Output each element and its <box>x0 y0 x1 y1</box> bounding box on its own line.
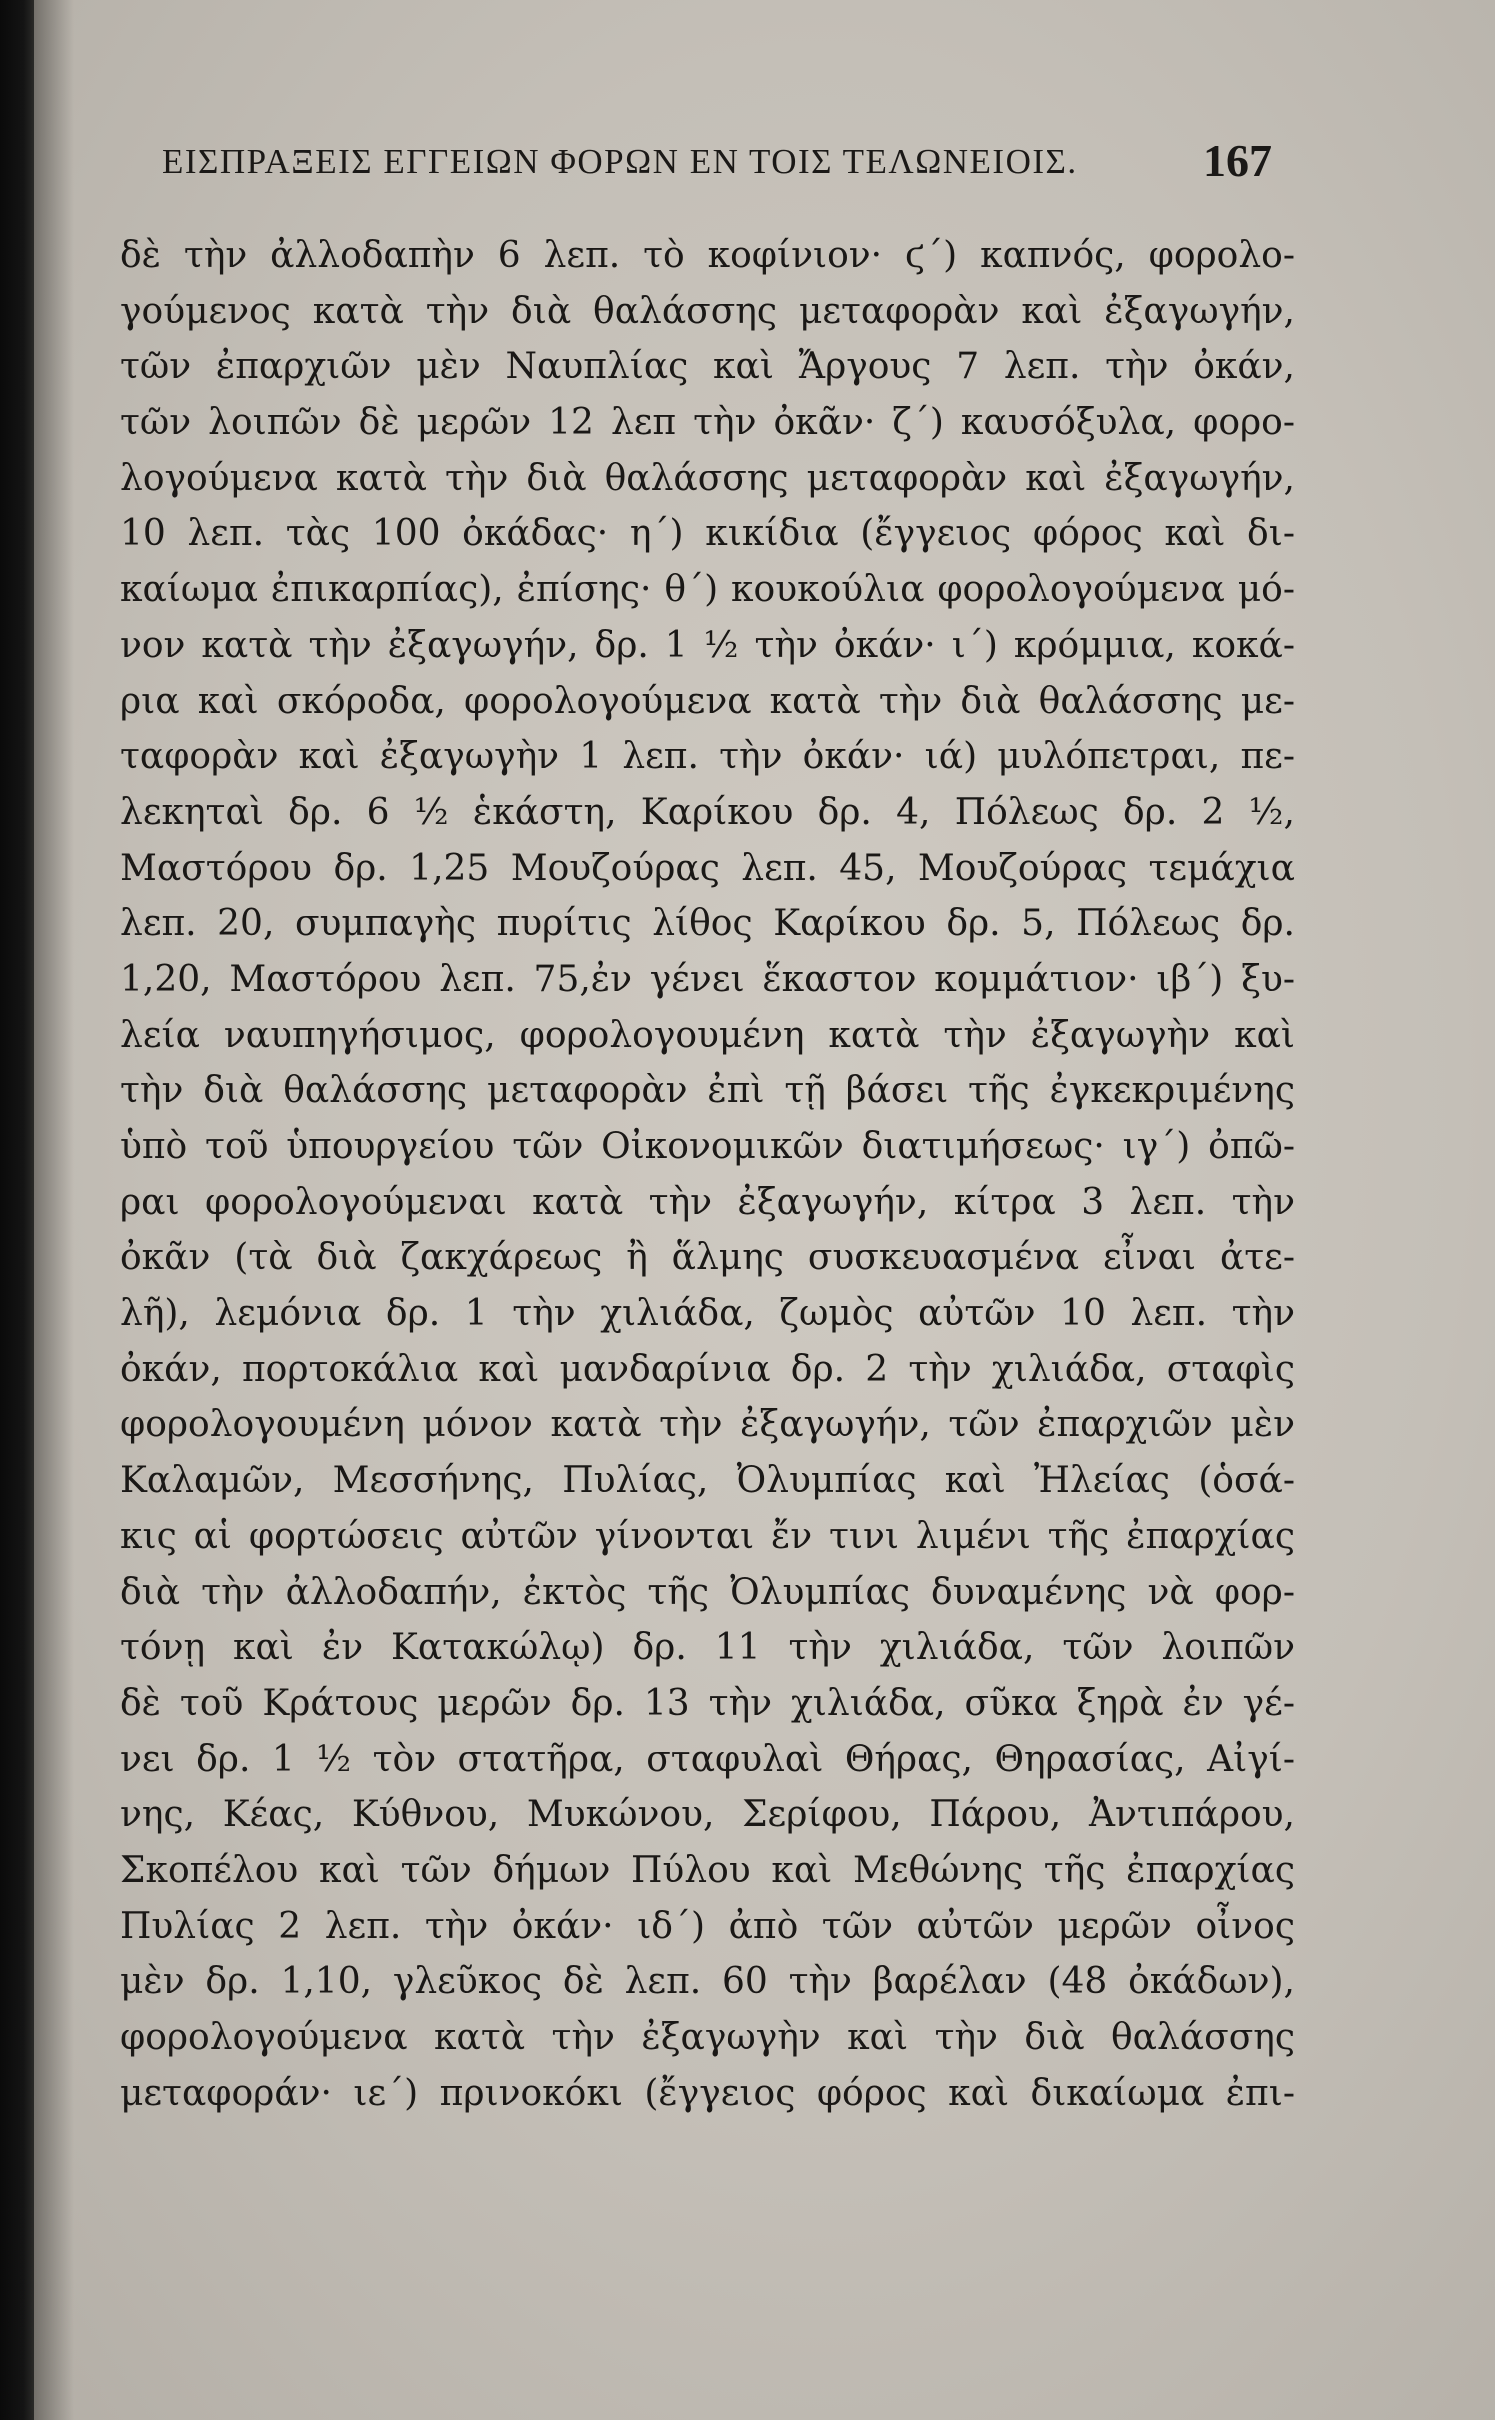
text-line: μὲν δρ. 1,10, γλεῦκος δὲ λεπ. 60 τὴν βαρέλαν (48 ὀκάδων), <box>120 1961 1295 2003</box>
text-line: ὑπὸ τοῦ ὑπουργείου τῶν Οἰκονομικῶν διατιμήσεως· ιγ΄) ὀπῶ- <box>120 1126 1295 1167</box>
running-head: ΕΙΣΠΡΑΞΕΙΣ ΕΓΓΕΙΩΝ ΦΟΡΩΝ ΕΝ ΤΟΙΣ ΤΕΛΩΝΕΙΟΙΣ. <box>162 142 1078 181</box>
text-line: δὲ τοῦ Κράτους μερῶν δρ. 13 τὴν χιλιάδα, σῦκα ξηρὰ ἐν γέ- <box>120 1682 1295 1724</box>
text-line: ὀκάν, πορτοκάλια καὶ μανδαρίνια δρ. 2 τὴν χιλιάδα, σταφὶς <box>120 1348 1295 1390</box>
text-line: ρια καὶ σκόροδα, φορολογούμενα κατὰ τὴν διὰ θαλάσσης με- <box>120 680 1295 722</box>
text-line: τὴν διὰ θαλάσσης μεταφορὰν ἐπὶ τῇ βάσει τῆς ἐγκεκριμένης <box>120 1070 1295 1112</box>
text-line: ὀκᾶν (τὰ διὰ ζακχάρεως ἢ ἅλμης συσκευασμένα εἶναι ἀτε- <box>120 1237 1295 1279</box>
text-line: ταφορὰν καὶ ἐξαγωγὴν 1 λεπ. τὴν ὀκάν· ιά) μυλόπετραι, πε- <box>120 736 1295 778</box>
text-line: μεταφοράν· ιε΄) πρινοκόκι (ἔγγειος φόρος καὶ δικαίωμα ἐπι- <box>120 2072 1295 2114</box>
text-line: ραι φορολογούμεναι κατὰ τὴν ἐξαγωγήν, κίτρα 3 λεπ. τὴν <box>120 1181 1295 1223</box>
book-binding-edge <box>0 0 34 2420</box>
text-line: Σκοπέλου καὶ τῶν δήμων Πύλου καὶ Μεθώνης τῆς ἐπαρχίας <box>120 1849 1295 1891</box>
text-line: φορολογουμένη μόνον κατὰ τὴν ἐξαγωγήν, τῶν ἐπαρχιῶν μὲν <box>120 1404 1295 1446</box>
text-line: λῆ), λεμόνια δρ. 1 τὴν χιλιάδα, ζωμὸς αὐτῶν 10 λεπ. τὴν <box>120 1293 1295 1335</box>
page-header <box>162 128 1272 188</box>
text-line: Καλαμῶν, Μεσσήνης, Πυλίας, Ὀλυμπίας καὶ Ἠλείας (ὁσά- <box>120 1460 1295 1502</box>
text-line: λεκηταὶ δρ. 6 ½ ἑκάστη, Καρίκου δρ. 4, Πόλεως δρ. 2 ½, <box>120 791 1295 833</box>
text-line: νης, Κέας, Κύθνου, Μυκώνου, Σερίφου, Πάρου, Ἀντιπάρου, <box>120 1794 1295 1836</box>
body-text <box>120 228 1295 2121</box>
text-line: νον κατὰ τὴν ἐξαγωγήν, δρ. 1 ½ τὴν ὀκάν· ι΄) κρόμμια, κοκά- <box>120 624 1295 666</box>
text-line: λεία ναυπηγήσιμος, φορολογουμένη κατὰ τὴν ἐξαγωγὴν καὶ <box>120 1014 1295 1056</box>
text-line: 1,20, Μαστόρου λεπ. 75,ἐν γένει ἕκαστον κομμάτιον· ιβ΄) ξυ- <box>120 958 1295 1000</box>
text-line: φορολογούμενα κατὰ τὴν ἐξαγωγὴν καὶ τὴν διὰ θαλάσσης <box>120 2017 1295 2058</box>
text-line: κις αἱ φορτώσεις αὐτῶν γίνονται ἔν τινι λιμένι τῆς ἐπαρχίας <box>120 1515 1295 1557</box>
text-line: δὲ τὴν ἀλλοδαπὴν 6 λεπ. τὸ κοφίνιον· ϛ΄) καπνός, φορολο- <box>120 235 1295 276</box>
text-line: τῶν λοιπῶν δὲ μερῶν 12 λεπ τὴν ὀκᾶν· ζ΄) καυσόξυλα, φορο- <box>120 402 1295 444</box>
text-line: 10 λεπ. τὰς 100 ὀκάδας· η΄) κικίδια (ἔγγειος φόρος καὶ δι- <box>120 513 1295 555</box>
text-line: Πυλίας 2 λεπ. τὴν ὀκάν· ιδ΄) ἀπὸ τῶν αὐτῶν μερῶν οἶνος <box>120 1905 1295 1947</box>
text-line: γούμενος κατὰ τὴν διὰ θαλάσσης μεταφορὰν καὶ ἐξαγωγήν, <box>120 290 1295 332</box>
text-line: Μαστόρου δρ. 1,25 Μουζούρας λεπ. 45, Μουζούρας τεμάχια <box>120 847 1295 889</box>
text-line: τῶν ἐπαρχιῶν μὲν Ναυπλίας καὶ Ἄργους 7 λεπ. τὴν ὀκάν, <box>120 346 1295 388</box>
text-line: λεπ. 20, συμπαγὴς πυρίτις λίθος Καρίκου δρ. 5, Πόλεως δρ. <box>120 903 1295 945</box>
page-number: 167 <box>1203 135 1272 186</box>
text-line: λογούμενα κατὰ τὴν διὰ θαλάσσης μεταφορὰν καὶ ἐξαγωγήν, <box>120 457 1295 499</box>
text-line: διὰ τὴν ἀλλοδαπήν, ἐκτὸς τῆς Ὀλυμπίας δυναμένης νὰ φορ- <box>120 1571 1295 1613</box>
text-line: τόνῃ καὶ ἐν Κατακώλῳ) δρ. 11 τὴν χιλιάδα, τῶν λοιπῶν <box>120 1627 1295 1669</box>
text-line: καίωμα ἐπικαρπίας), ἐπίσης· θ΄) κουκούλια φορολογούμενα μό- <box>120 569 1295 611</box>
gutter-shadow <box>34 0 74 2420</box>
text-line: νει δρ. 1 ½ τὸν στατῆρα, σταφυλαὶ Θήρας, Θηρασίας, Αἰγί- <box>120 1738 1295 1780</box>
